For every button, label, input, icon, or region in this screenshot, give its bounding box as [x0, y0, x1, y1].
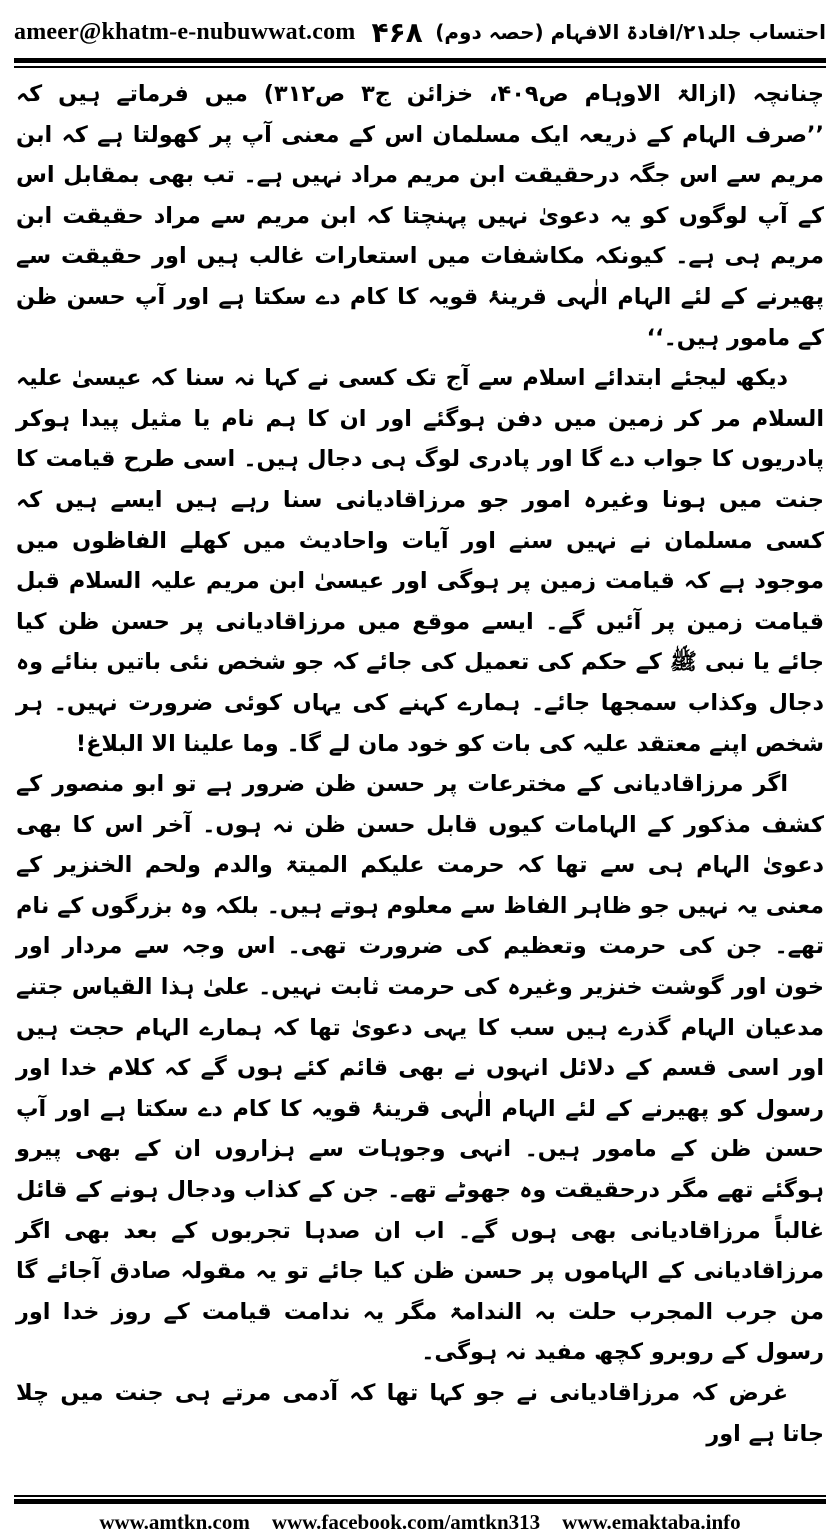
- body-text: [16, 74, 824, 1474]
- paragraph-1: چنانچہ (ازالۃ الاوہام ص۴۰۹، خزائن ج۳ ص۳۱۲) میں فرماتے ہیں کہ ’’صرف الہام کے ذریعہ ایک مسلمان اس کے معنی آپ پر کھولتا ہے کہ ابن مریم سے اس جگہ درحقیقت ابن مریم مراد نہیں ہے۔ تب بھی بمقابل اس کے آپ لوگوں کو یہ دعویٰ نہیں پہنچتا کہ ابن مریم سے مراد حقیقت ابن مریم ہی ہے۔ کیونکہ مکاشفات میں استعارات غالب ہیں اور حقیقت سے پھیرنے کے لئے الہام الٰہی قرینۂ قویہ کا کام دے سکتا ہے اور آپ حسن ظن کے مامور ہیں۔‘‘: [16, 81, 824, 351]
- page-number: ۴۶۸: [371, 15, 423, 49]
- footer-rule-thick: [14, 1499, 826, 1504]
- page-footer: [14, 1508, 826, 1536]
- paragraph-4: غرض کہ مرزاقادیانی نے جو کہا تھا کہ آدمی مرتے ہی جنت میں چلا جاتا ہے اور: [16, 1380, 824, 1447]
- header-email: ameer@khatm-e-nubuwwat.com: [14, 18, 356, 45]
- book-title: احتساب جلد۲۱/افادۃ الافہام (حصہ دوم): [435, 20, 826, 44]
- paragraph-3: اگر مرزاقادیانی کے مخترعات پر حسن ظن ضرور ہے تو ابو منصور کے کشف مذکور کے الہامات کیوں قابل حسن ظن نہ ہوں۔ آخر اس کا بھی دعویٰ الہام ہی سے تھا کہ حرمت علیکم المیتۃ والدم ولحم الخنزیر کے معنی یہ نہیں جو ظاہر الفاظ سے معلوم ہوتے ہیں۔ بلکہ وہ بزرگوں کے نام تھے۔ جن کی حرمت وتعظیم کی ضرورت تھی۔ اس وجہ سے مردار اور خون اور گوشت خنزیر وغیرہ کی حرمت ثابت نہیں۔ علیٰ ہذا القیاس جتنے مدعیان الہام گذرے ہیں سب کا یہی دعویٰ تھا کہ ہمارے الہام حجت ہیں اور اسی قسم کے دلائل انہوں نے بھی قائم کئے ہوں گے کہ کلام خدا اور رسول کو پھیرنے کے لئے الہام الٰہی قرینۂ قویہ کا کام دے سکتا ہے اور آپ حسن ظن کے مامور ہیں۔ انہی وجوہات سے ہزاروں ان کے بھی پیرو ہوگئے تھے مگر درحقیقت وہ جھوٹے تھے۔ جن کے کذاب ودجال ہونے کے قائل غالباً مرزاقادیانی بھی ہوں گے۔ اب ان صدہا تجربوں کے بعد بھی اگر مرزاقادیانی کے الہاموں پر حسن ظن کیا جائے تو یہ مقولہ صادق آجائے گا من جرب المجرب حلت بہ الندامۃ مگر یہ ندامت قیامت کے روز خدا اور رسول کے روبرو کچھ مفید نہ ہوگی۔: [16, 771, 824, 1366]
- header-rule-thin: [14, 66, 826, 68]
- header-left-group: [14, 16, 423, 49]
- footer-link-emaktaba[interactable]: www.emaktaba.info: [562, 1510, 741, 1534]
- footer-link-amtkn[interactable]: www.amtkn.com: [99, 1510, 250, 1534]
- paragraph-2: دیکھ لیجئے ابتدائے اسلام سے آج تک کسی نے کہا نہ سنا کہ عیسیٰ علیہ السلام مر کر زمین میں دفن ہوگئے اور ان کا ہم نام یا مثیل پیدا ہوکر پادریوں کا جواب دے گا اور پادری لوگ ہی دجال ہیں۔ اسی طرح قیامت کا جنت میں ہونا وغیرہ امور جو مرزاقادیانی سنا رہے ہیں ایسے ہیں کہ کسی مسلمان نے نہیں سنے اور آیات واحادیث میں کھلے الفاظوں میں موجود ہے کہ قیامت زمین پر ہوگی اور عیسیٰ ابن مریم علیہ السلام قبل قیامت زمین پر آئیں گے۔ ایسے موقع میں مرزاقادیانی پر حسن ظن کیا جائے یا نبی ﷺ کے حکم کی تعمیل کی جائے کہ جو شخص نئی باتیں بنائے وہ دجال وکذاب سمجھا جائے۔ ہمارے کہنے کی یہاں کوئی ضرورت نہیں۔ ہر شخص اپنے معتقد علیہ کی بات کو خود مان لے گا۔ وما علینا الا البلاغ!: [16, 365, 824, 757]
- footer-rule-thin: [14, 1495, 826, 1497]
- footer-link-facebook[interactable]: www.facebook.com/amtkn313: [271, 1510, 541, 1534]
- page-header: [14, 10, 826, 54]
- header-rule-thick: [14, 58, 826, 63]
